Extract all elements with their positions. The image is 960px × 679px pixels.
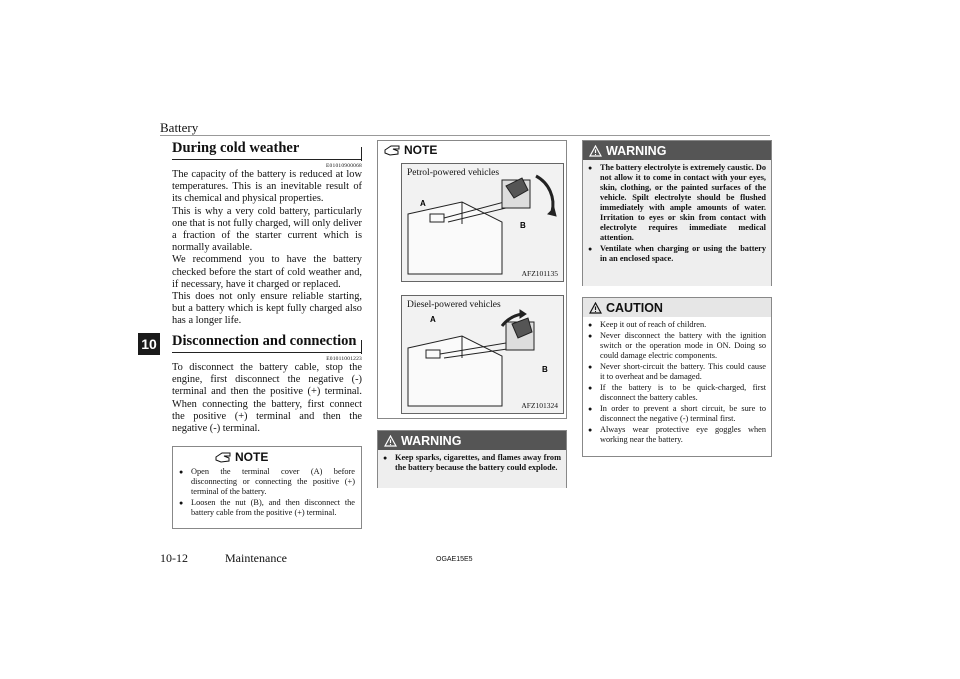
note-list bbox=[179, 467, 355, 518]
warning-list bbox=[588, 163, 766, 264]
section-title: Disconnection and connection bbox=[172, 333, 362, 353]
list-item: ● Open the terminal cover (A) before disconnecting or connecting the positive (+) terminal of the battery. bbox=[179, 467, 355, 497]
warning-triangle-icon bbox=[589, 145, 602, 157]
list-item: ● Keep sparks, cigarettes, and flames away from the battery because the battery could explode. bbox=[383, 453, 561, 473]
note-box-left bbox=[172, 446, 362, 529]
list-item: ● In order to prevent a short circuit, be sure to disconnect the negative (-) terminal first. bbox=[588, 404, 766, 424]
label-a: A bbox=[420, 199, 426, 208]
caution-box-right bbox=[582, 297, 772, 457]
footer-code: OGAE15E5 bbox=[436, 556, 473, 563]
note-label: NOTE bbox=[404, 143, 438, 157]
section-body bbox=[172, 169, 362, 328]
list-item: ● Always wear protective eye goggles when working near the battery. bbox=[588, 425, 766, 445]
paragraph: This is why a very cold battery, particularly one that is not fully charged, will only deliver a fraction of the starter current which is normally available. bbox=[172, 205, 362, 254]
note-hand-icon bbox=[384, 145, 400, 156]
figure-diesel bbox=[401, 295, 564, 414]
label-b: B bbox=[520, 221, 526, 230]
label-a: A bbox=[430, 315, 436, 324]
label-b: B bbox=[542, 365, 548, 374]
caution-triangle-icon bbox=[589, 302, 602, 314]
paragraph: The capacity of the battery is reduced at low temperatures. This is an inevitable result of its chemical and physical properties. bbox=[172, 169, 362, 205]
footer-section: Maintenance bbox=[225, 551, 287, 565]
figure-title: Diesel-powered vehicles bbox=[407, 300, 501, 310]
header-rule bbox=[160, 135, 770, 136]
caution-label: CAUTION bbox=[606, 300, 663, 315]
note-label: NOTE bbox=[235, 450, 269, 464]
warning-label: WARNING bbox=[401, 433, 462, 448]
paragraph: This does not only ensure reliable starting, but a battery which is kept fully charged also has a longer life. bbox=[172, 291, 362, 327]
note-hand-icon bbox=[215, 452, 231, 463]
figure-title: Petrol-powered vehicles bbox=[407, 168, 500, 178]
note-box-figures bbox=[377, 140, 567, 419]
list-item: ● Loosen the nut (B), and then disconnect the battery cable from the positive (+) terminal. bbox=[179, 498, 355, 518]
caution-list bbox=[588, 320, 766, 445]
warning-list bbox=[383, 453, 561, 473]
list-item: ● The battery electrolyte is extremely caustic. Do not allow it to come in contact with your eyes, skin, clothing, or the painted surfaces of the vehicle. Spilt electrolyte should be flushed immediately with ample amounts of water. Irritation to eyes or skin from contact with electrolyte requires immediate medical attention. bbox=[588, 163, 766, 243]
section-disconnection bbox=[172, 333, 362, 435]
section-body bbox=[172, 362, 362, 435]
section-title: During cold weather bbox=[172, 140, 362, 160]
figure-code: AFZ101135 bbox=[521, 269, 558, 278]
section-code: E01011001223 bbox=[326, 356, 362, 362]
warning-box-right bbox=[582, 140, 772, 286]
section-cold-weather bbox=[172, 140, 362, 328]
figure-code: AFZ101324 bbox=[521, 401, 558, 410]
warning-box-mid bbox=[377, 430, 567, 488]
paragraph: We recommend you to have the battery checked before the start of cold weather and, if necessary, have it charged or replaced. bbox=[172, 254, 362, 290]
warning-label: WARNING bbox=[606, 143, 667, 158]
section-code: E01010900068 bbox=[325, 163, 362, 169]
page-number: 10-12 bbox=[160, 551, 188, 565]
list-item: ● If the battery is to be quick-charged, first disconnect the battery cables. bbox=[588, 383, 766, 403]
battery-illustration-diesel bbox=[402, 296, 563, 413]
warning-triangle-icon bbox=[384, 435, 397, 447]
battery-illustration-petrol bbox=[402, 164, 563, 281]
list-item: ● Never disconnect the battery with the ignition switch or the operation mode in ON. Doing so could damage electric components. bbox=[588, 331, 766, 361]
paragraph: To disconnect the battery cable, stop the engine, first disconnect the negative (-) terminal and then the positive (+) terminal. When connecting the battery, first connect the positive (+) terminal and then the negative (-) terminal. bbox=[172, 362, 362, 435]
list-item: ● Keep it out of reach of children. bbox=[588, 320, 766, 330]
list-item: ● Never short-circuit the battery. This could cause it to overheat and be damaged. bbox=[588, 362, 766, 382]
list-item: ● Ventilate when charging or using the battery in an enclosed space. bbox=[588, 244, 766, 264]
running-header-title: Battery bbox=[160, 120, 199, 135]
figure-petrol bbox=[401, 163, 564, 282]
chapter-tab: 10 bbox=[138, 333, 160, 355]
